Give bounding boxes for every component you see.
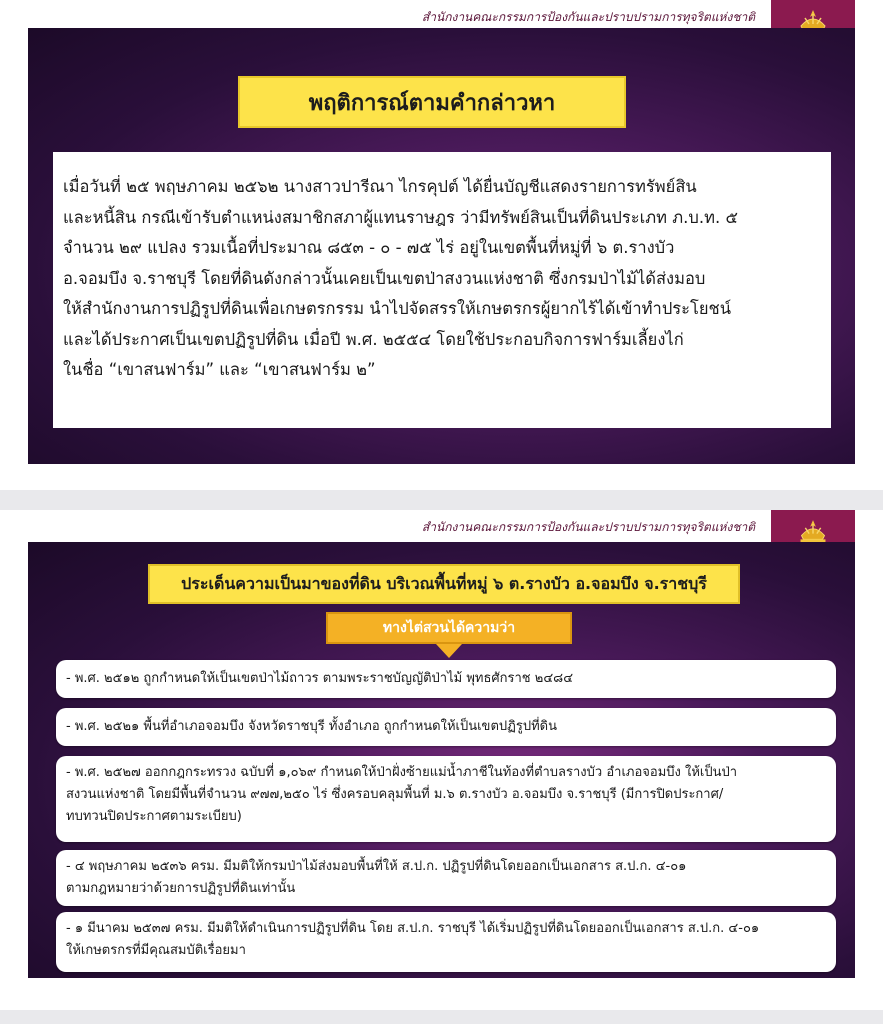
body-line: เมื่อวันที่ ๒๕ พฤษภาคม ๒๕๖๒ นางสาวปารีณา ไกรคุปต์ ได้ยื่นบัญชีแสดงรายการทรัพย์สิน <box>63 177 697 196</box>
allegation-body <box>53 152 831 428</box>
item-line: - พ.ศ. ๒๕๒๑ พื้นที่อำเภอจอมบึง จังหวัดราชบุรี ทั้งอำเภอ ถูกกำหนดให้เป็นเขตปฏิรูปที่ดิน <box>66 719 558 734</box>
slide-title: พฤติการณ์ตามคำกล่าวหา <box>238 76 626 128</box>
body-line: และได้ประกาศเป็นเขตปฏิรูปที่ดิน เมื่อปี พ.ศ. ๒๕๕๔ โดยใช้ประกอบกิจการฟาร์มเลี้ยงไก่ <box>63 329 684 349</box>
body-line: และหนี้สิน กรณีเข้ารับตำแหน่งสมาชิกสภาผู้แทนราษฎร ว่ามีทรัพย์สินเป็นที่ดินประเภท ภ.บ.ท. ๕ <box>63 207 738 227</box>
item-line: สงวนแห่งชาติ โดยมีพื้นที่จำนวน ๙๗๗,๒๕๐ ไร่ ซึ่งครอบคลุมพื้นที่ ม.๖ ต.รางบัว อ.จอมบึง จ.ราชบุรี (มีการปิดประกาศ/ <box>66 787 724 802</box>
subtitle-bar: ทางไต่สวนได้ความว่า <box>326 612 572 644</box>
item-line: - ๔ พฤษภาคม ๒๕๓๖ ครม. มีมติให้กรมป่าไม้ส่งมอบพื้นที่ให้ ส.ป.ก. ปฏิรูปที่ดินโดยออกเป็นเอกสาร ส.ป.ก. ๔-๐๑ <box>66 859 687 874</box>
slide-separator <box>0 490 883 510</box>
item-line: ให้เกษตรกรที่มีคุณสมบัติเรื่อยมา <box>66 943 246 958</box>
item-line: ตามกฎหมายว่าด้วยการปฏิรูปที่ดินเท่านั้น <box>66 881 296 896</box>
timeline-item <box>56 708 836 746</box>
body-line: อ.จอมบึง จ.ราชบุรี โดยที่ดินดังกล่าวนั้นเคยเป็นเขตป่าสงวนแห่งชาติ ซึ่งกรมป่าไม้ได้ส่งมอบ <box>63 268 706 288</box>
item-line: - พ.ศ. ๒๕๒๗ ออกกฎกระทรวง ฉบับที่ ๑,๐๖๙ กำหนดให้ป่าฝั่งซ้ายแม่น้ำภาชีในท้องที่ตำบลรางบัว อำเภอจอมบึง ให้เป็นป่า <box>66 765 738 780</box>
body-line: ในชื่อ “เขาสนฟาร์ม” และ “เขาสนฟาร์ม ๒” <box>63 360 376 379</box>
body-line: จำนวน ๒๙ แปลง รวมเนื้อที่ประมาณ ๘๕๓ - ๐ - ๗๕ ไร่ อยู่ในเขตพื้นที่หมู่ที่ ๖ ต.รางบัว <box>63 238 675 257</box>
timeline-item <box>56 912 836 972</box>
slide-title: ประเด็นความเป็นมาของที่ดิน บริเวณพื้นที่หมู่ ๖ ต.รางบัว อ.จอมบึง จ.ราชบุรี <box>148 564 740 604</box>
timeline-item <box>56 850 836 906</box>
slide-separator <box>0 1010 883 1024</box>
item-line: - ๑ มีนาคม ๒๕๓๗ ครม. มีมติให้ดำเนินการปฏิรูปที่ดิน โดย ส.ป.ก. ราชบุรี ได้เริ่มปฏิรูปที่ดินโดยออกเป็นเอกสาร ส.ป.ก. ๔-๐๑ <box>66 921 760 936</box>
body-line: ให้สำนักงานการปฏิรูปที่ดินเพื่อเกษตรกรรม นำไปจัดสรรให้เกษตรกรผู้ยากไร้ได้เข้าทำประโยชน์ <box>63 299 732 318</box>
timeline-item <box>56 756 836 842</box>
item-line: - พ.ศ. ๒๕๑๒ ถูกกำหนดให้เป็นเขตป่าไม้ถาวร ตามพระราชบัญญัติป่าไม้ พุทธศักราช ๒๔๘๔ <box>66 671 574 686</box>
org-name-header: สำนักงานคณะกรรมการป้องกันและปราบปรามการทุจริตแห่งชาติ <box>421 520 755 534</box>
slide-1 <box>0 0 883 490</box>
timeline-item <box>56 660 836 698</box>
down-arrow-icon <box>436 644 462 658</box>
slide-2 <box>0 510 883 1010</box>
item-line: ทบทวนปิดประกาศตามระเบียบ) <box>66 809 242 824</box>
org-name-header: สำนักงานคณะกรรมการป้องกันและปราบปรามการทุจริตแห่งชาติ <box>421 10 755 24</box>
